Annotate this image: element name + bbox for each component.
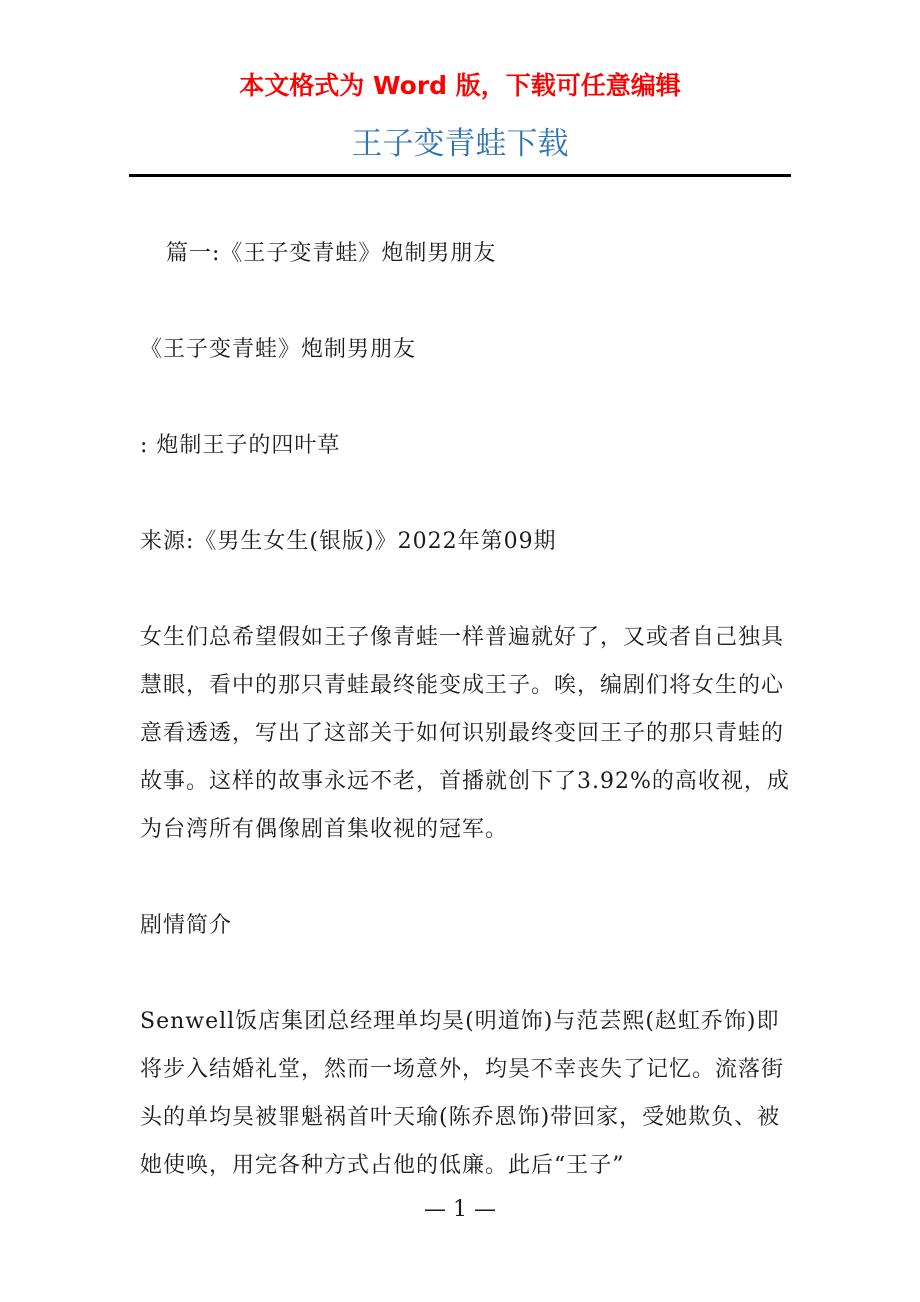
page-number: — 1 —: [424, 1197, 496, 1222]
article-subtitle: : 炮制王子的四叶草: [140, 433, 341, 458]
article-source: 来源:《男生女生(银版)》2022年第09期: [140, 529, 557, 554]
intro-paragraph: 女生们总希望假如王子像青蛙一样普遍就好了，又或者自己独具慧眼，看中的那只青蛙最终能变成王子。唉，编剧们将女生的心意看透透，写出了这部关于如何识别最终变回王子的那只青蛙的故事。这样的故事永远不老，首播就创下了3.92%的高收视，成为台湾所有偶像剧首集收视的冠军。: [140, 625, 790, 842]
plot-block: [140, 998, 790, 1190]
source-block: [140, 518, 790, 566]
section-heading: 篇一:《王子变青蛙》炮制男朋友: [166, 241, 497, 266]
plot-heading: 剧情简介: [140, 913, 233, 938]
plot-heading-block: [140, 902, 790, 950]
intro-block: [140, 614, 790, 854]
document-title: 王子变青蛙下载: [351, 126, 569, 162]
subtitle-block: [140, 422, 790, 470]
plot-paragraph: Senwell饭店集团总经理单均昊(明道饰)与范芸熙(赵虹乔饰)即将步入结婚礼堂，然而一场意外，均昊不幸丧失了记忆。流落街头的单均昊被罪魁祸首叶天瑜(陈乔恩饰)带回家，受她欺负、被她使唤，用完各种方式占他的低廉。此后“王子”: [140, 1009, 785, 1178]
article-title: 《王子变青蛙》炮制男朋友: [140, 337, 417, 362]
editable-format-banner: 本文格式为 Word 版，下载可任意编辑: [239, 71, 681, 100]
article-title-block: [140, 326, 790, 374]
section-heading-block: [140, 230, 790, 278]
title-divider: [129, 174, 791, 177]
